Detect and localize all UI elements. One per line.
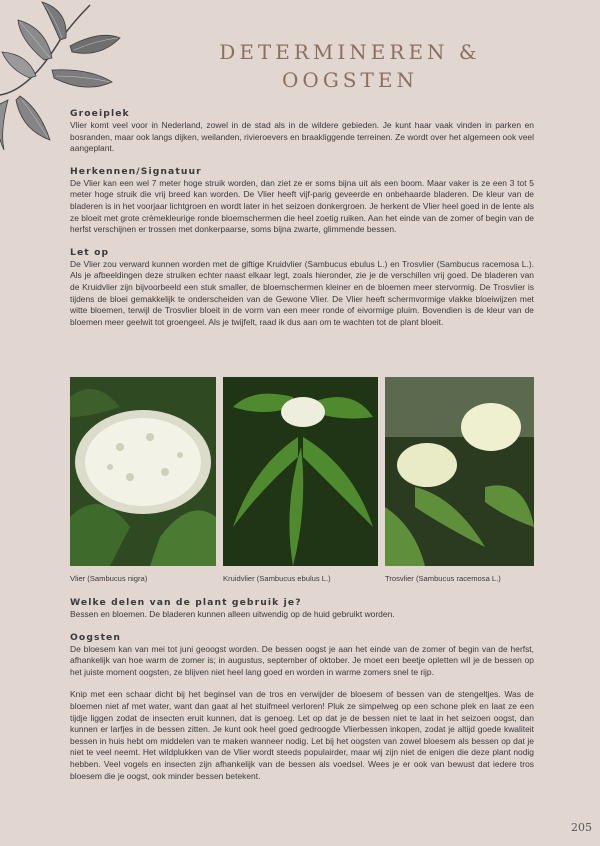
heading-herkennen: Herkennen/Signatuur [70,165,202,177]
caption-kruidvlier: Kruidvlier (Sambucus ebulus L.) [223,574,331,583]
content-column [70,108,534,328]
text-oogsten-2: Knip met een schaar dicht bij het beginsel van de tros en verwijder de bloesem of bessen van de stengeltjes. Was de bloemen niet af met water, want dan gaat al het stuifmeel verloren! Pluk ze simpelweg op een schone plek en laat ze een tijdje liggen zodat de insecten eruit kunnen, dat is genoeg. Let op dat je de bessen niet te laat in het seizoen oogst, dan kunnen er larfjes in de bessen zitten. Je kunt ook heel goed gedroogde Vlierbessen inkopen, zodat je altijd goede kwaliteit bessen in huis hebt om middelen van te maken wanneer nodig. Let bij het oogsten van zowel bloesem als bessen op dat je niet te veel neemt. Het wildplukken van de Vlier wordt steeds populairder, maar wij zijn niet de enigen die deze plant nodig hebben. Veel vogels en insecten zijn afhankelijk van de bessen als voedsel. Wees je er ook van bewust dat iedere tros bloesem die je oogst, ook minder bessen betekent. [70,689,534,781]
text-herkennen: De Vlier kan een wel 7 meter hoge struik worden, dan ziet ze er soms bijna uit als een boom. Maar vaker is ze een 3 tot 5 meter hoge struik die vrij breed kan worden. De Vlier heeft vijf-parig geveerde en onbehaarde bladeren. De kleur van de bladeren is in het voorjaar lichtgroen en wordt later in het seizoen donkergroen. Je herkent de Vlier heel goed in de lente als ze bloeit met grote crèmekleurige ronde bloemschermen die heel zoetig ruiken. Aan het einde van de zomer of begin van de herfst verschijnen er trossen met donkerpaarse, soms bijna zwarte, glimmende bessen. [70,177,534,235]
text-delen: Bessen en bloemen. De bladeren kunnen alleen uitwendig op de huid gebruikt worden. [70,609,395,619]
heading-letop: Let op [70,246,110,258]
heading-groeiplek: Groeiplek [70,108,130,119]
heading-oogsten: Oogsten [70,631,122,643]
page-title [120,38,580,94]
text-groeiplek: Vlier komt veel voor in Nederland, zowel in de stad als in de wildere gebieden. Je kunt haar vaak vinden in parken en bosranden, maar ook langs dijken, weilanden, rivieroevers en braakliggende terreinen. Ze wordt over het algemeen ook veel aangeplant. [70,120,534,154]
text-letop: De Vlier zou verward kunnen worden met de giftige Kruidvlier (Sambucus ebulus L.) en Trosvlier (Sambucus racemosa L.). Als je afbeeldingen deze struiken echter naast elkaar legt, zoals hieronder, zie je de verschillen vrij goed. De bladeren van de Kruidvlier zijn bijvoorbeeld een stuk smaller, de bloemschermen kleiner en de bloemen meer stervormig. De Trosvlier is tijdens de bloei gemakkelijk te onderscheiden van de Gewone Vlier. De Vlier heeft schermvormige vlakke bloeiwijzen met witte bloemen, terwijl de Trosvlier bloeit in de vorm van een meer ronde of eivormige pluim. Bovendien is de kleur van de bloemen meer geelwit tot groengeel. Als je twijfelt, raad ik dus aan om te wachten tot de plant bloeit. [70,258,534,327]
page-title-line1: DETERMINEREN & [219,40,481,64]
page-title-line2: OOGSTEN [282,68,418,92]
photo-vlier [70,377,216,566]
caption-vlier: Vlier (Sambucus nigra) [70,574,148,583]
caption-trosvlier: Trosvlier (Sambucus racemosa L.) [385,574,501,583]
photo-kruidvlier [223,377,378,566]
text-oogsten-1: De bloesem kan van mei tot juni geoogst worden. De bessen oogst je aan het einde van de zomer of begin van de herfst, afhankelijk van hoe warm de zomer is; in augustus, september of oktober. Je moet een beetje opletten wil je de bessen op het juiste moment oogsten, ze blijven niet heel lang goed en worden in warme zomers snel te rijp. [70,643,534,677]
photo-trosvlier [385,377,534,566]
content-column-lower [70,597,534,782]
photo-row [70,377,534,583]
heading-delen: Welke delen van de plant gebruik je? [70,597,302,608]
page-number: 205 [571,821,592,834]
